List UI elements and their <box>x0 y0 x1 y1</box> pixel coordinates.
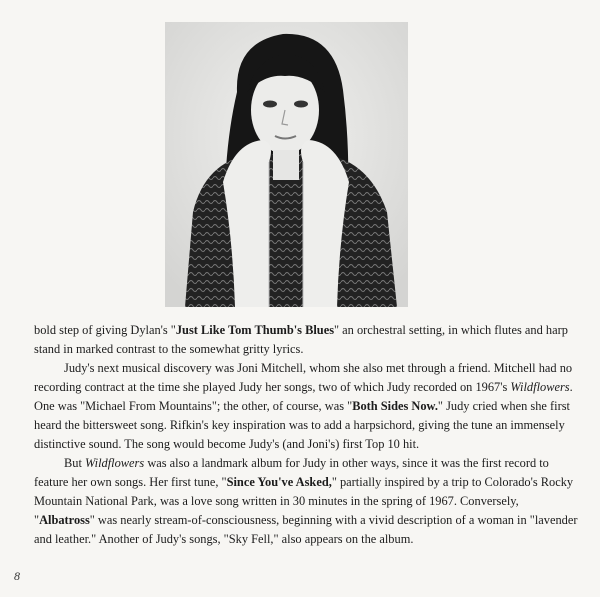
text-run: . One was "Michael From Mountains"; the other, of course, was " <box>34 380 573 413</box>
paragraph <box>34 454 582 549</box>
song-title: Both Sides Now. <box>352 399 438 413</box>
song-title: Just Like Tom Thumb's Blues <box>175 323 335 337</box>
page-number: 8 <box>14 569 20 583</box>
text-run: Judy's next musical discovery was Joni Mitchell, whom she also met through a friend. Mitchell had no recording contract at the time she played Judy her songs, two of which Judy recorded on 1967's <box>34 361 573 394</box>
paragraph <box>34 321 582 359</box>
text-run: was also a landmark album for Judy in other ways, since it was the first record to feature her own songs. Her first tune, " <box>34 456 549 489</box>
paragraph <box>34 359 582 454</box>
portrait-illustration <box>165 22 408 307</box>
article-text <box>34 321 582 549</box>
text-run: " partially inspired by a trip to Colorado's Rocky Mountain National Park, was a love song written in 30 minutes in the spring of 1967. Conversely, " <box>34 475 574 527</box>
text-run: " an orchestral setting, in which flutes and harp stand in marked contrast to the somewhat gritty lyrics. <box>34 323 568 356</box>
album-title: Wildflowers <box>85 456 145 470</box>
text-run: But <box>64 456 85 470</box>
portrait-photo <box>165 22 408 307</box>
album-title: Wildflowers <box>510 380 570 394</box>
song-title: Albatross <box>39 513 90 527</box>
song-title: Since You've Asked, <box>226 475 332 489</box>
text-run: " was nearly stream-of-consciousness, beginning with a vivid description of a woman in "lavender and leather." Another of Judy's songs, "Sky Fell," also appears on the album. <box>34 513 578 546</box>
text-run: " Judy cried when she first heard the bittersweet song. Rifkin's key inspiration was to add a harpsichord, giving the tune an immensely distinctive sound. The song would become Judy's (and Joni's) first Top 10 hit. <box>34 399 570 451</box>
text-run: bold step of giving Dylan's " <box>34 323 176 337</box>
